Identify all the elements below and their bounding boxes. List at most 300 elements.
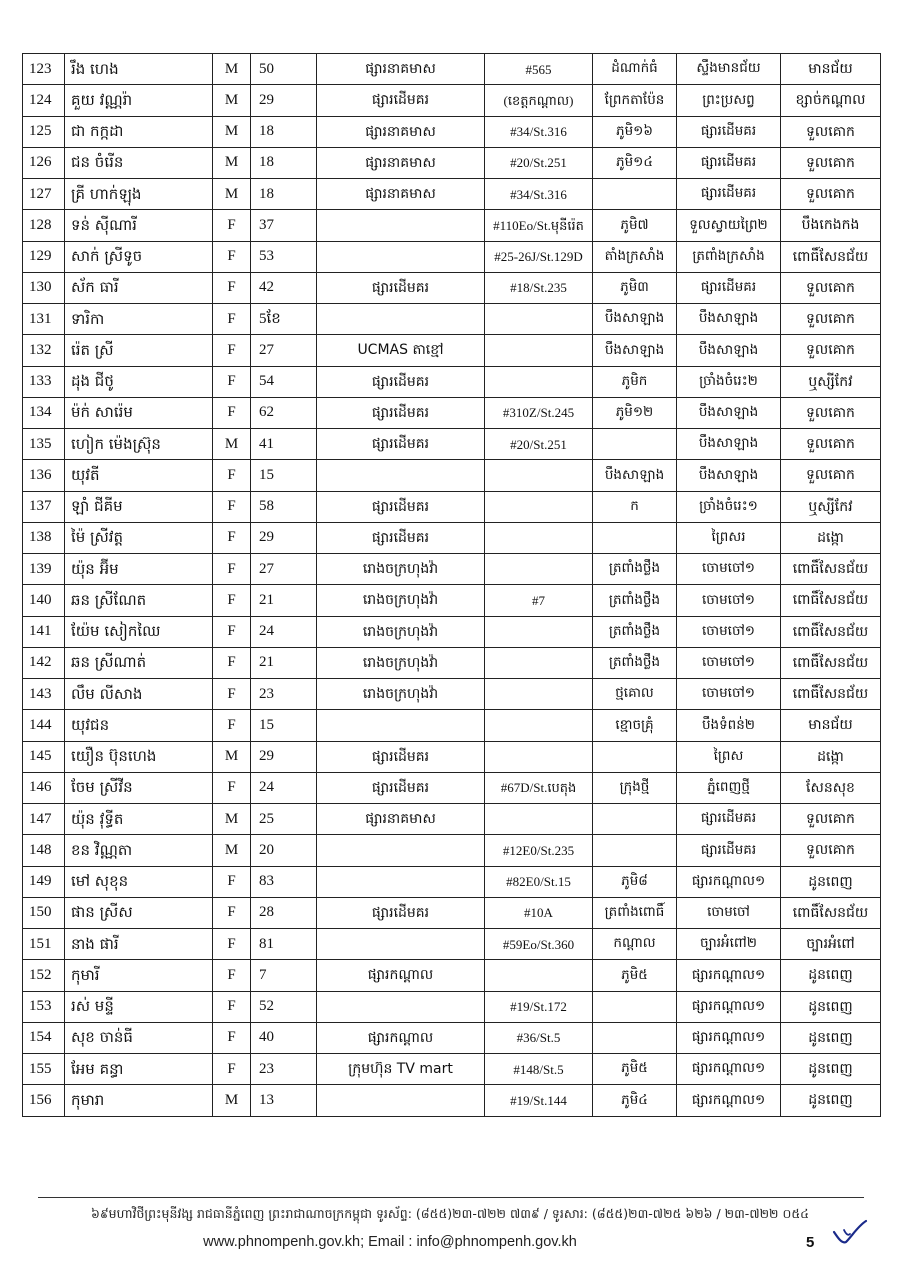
- village-cell: ថ្មគោល: [593, 679, 677, 710]
- table-row: [23, 929, 881, 960]
- village-cell: ដំណាក់ធំ: [593, 54, 677, 85]
- commune-cell: ផ្សារកណ្ដាល១: [677, 1085, 781, 1116]
- workplace-cell: ផ្សារនាគមាស: [317, 116, 485, 147]
- age-cell: 29: [251, 522, 317, 553]
- age-cell: 41: [251, 429, 317, 460]
- person-name-cell: មៅ សុខុន: [65, 866, 213, 897]
- workplace-cell: ផ្សារដើមគរ: [317, 429, 485, 460]
- footer-address: ៦៩មហាវិថីព្រះមុនីវង្ស រាជធានីភ្នំពេញ ព្រះរាជាណាចក្រកម្ពុជា ទូរស័ព្ទ: (៨៥៥)២៣-៧២២ ៧៣៩ / ទូរសារ: (៨៥៥)២៣-៧២៥ ៦២៦ / ២៣-៧២២ ០៥៤: [90, 1206, 810, 1221]
- person-name-cell: ចែម ស្រីវីន: [65, 772, 213, 803]
- village-cell: [593, 1022, 677, 1053]
- house-number-cell: #10A: [485, 897, 593, 928]
- age-cell: 21: [251, 585, 317, 616]
- handwritten-check-icon: [830, 1218, 870, 1248]
- sex-cell: F: [213, 866, 251, 897]
- workplace-cell: ផ្សារកណ្ដាល: [317, 960, 485, 991]
- age-cell: 53: [251, 241, 317, 272]
- patient-table-body: [23, 54, 881, 1117]
- village-cell: តាំងក្រសាំង: [593, 241, 677, 272]
- age-cell: 42: [251, 272, 317, 303]
- row-number-cell: 141: [23, 616, 65, 647]
- row-number-cell: 142: [23, 647, 65, 678]
- village-cell: [593, 835, 677, 866]
- person-name-cell: ទារិកា: [65, 304, 213, 335]
- age-cell: 7: [251, 960, 317, 991]
- district-cell: ទួលគោក: [781, 397, 881, 428]
- table-row: [23, 210, 881, 241]
- house-number-cell: [485, 647, 593, 678]
- sex-cell: F: [213, 272, 251, 303]
- commune-cell: ចោមចៅ១: [677, 647, 781, 678]
- person-name-cell: យ៉ុន វុទ្ធីត: [65, 804, 213, 835]
- district-cell: សែនសុខ: [781, 772, 881, 803]
- age-cell: 5ខែ: [251, 304, 317, 335]
- commune-cell: ចោមចៅ: [677, 897, 781, 928]
- person-name-cell: ដុង ជីថូ: [65, 366, 213, 397]
- sex-cell: F: [213, 897, 251, 928]
- row-number-cell: 124: [23, 85, 65, 116]
- age-cell: 24: [251, 616, 317, 647]
- house-number-cell: [485, 522, 593, 553]
- workplace-cell: ផ្សារនាគមាស: [317, 147, 485, 178]
- table-row: [23, 1022, 881, 1053]
- row-number-cell: 152: [23, 960, 65, 991]
- table-row: [23, 116, 881, 147]
- workplace-cell: រោងចក្រហុងវ៉ា: [317, 554, 485, 585]
- table-row: [23, 460, 881, 491]
- table-row: [23, 772, 881, 803]
- village-cell: [593, 804, 677, 835]
- sex-cell: M: [213, 741, 251, 772]
- sex-cell: F: [213, 522, 251, 553]
- person-name-cell: យុវតី: [65, 460, 213, 491]
- row-number-cell: 153: [23, 991, 65, 1022]
- workplace-cell: ផ្សារដើមគរ: [317, 741, 485, 772]
- house-number-cell: #310Z/St.245: [485, 397, 593, 428]
- age-cell: 54: [251, 366, 317, 397]
- district-cell: ទួលគោក: [781, 116, 881, 147]
- sex-cell: F: [213, 304, 251, 335]
- workplace-cell: ផ្សារដើមគរ: [317, 522, 485, 553]
- district-cell: ទួលគោក: [781, 804, 881, 835]
- village-cell: ភូមិ១២: [593, 397, 677, 428]
- sex-cell: F: [213, 366, 251, 397]
- village-cell: ត្រពាំងថ្លឹង: [593, 554, 677, 585]
- row-number-cell: 147: [23, 804, 65, 835]
- village-cell: ក្រុងថ្មី: [593, 772, 677, 803]
- workplace-cell: ផ្សារនាគមាស: [317, 54, 485, 85]
- village-cell: [593, 429, 677, 460]
- table-row: [23, 241, 881, 272]
- district-cell: ពោធិ៍សែនជ័យ: [781, 616, 881, 647]
- sex-cell: F: [213, 991, 251, 1022]
- sex-cell: M: [213, 85, 251, 116]
- age-cell: 29: [251, 741, 317, 772]
- commune-cell: ផ្សារដើមគរ: [677, 835, 781, 866]
- person-name-cell: ជន ចំរើន: [65, 147, 213, 178]
- row-number-cell: 133: [23, 366, 65, 397]
- row-number-cell: 149: [23, 866, 65, 897]
- sex-cell: F: [213, 210, 251, 241]
- workplace-cell: រោងចក្រហុងវ៉ា: [317, 679, 485, 710]
- workplace-cell: រោងចក្រហុងវ៉ា: [317, 585, 485, 616]
- workplace-cell: ផ្សារដើមគរ: [317, 897, 485, 928]
- district-cell: ដូនពេញ: [781, 1022, 881, 1053]
- person-name-cell: លឹម លីសាង: [65, 679, 213, 710]
- row-number-cell: 154: [23, 1022, 65, 1053]
- row-number-cell: 140: [23, 585, 65, 616]
- house-number-cell: #25-26J/St.129D: [485, 241, 593, 272]
- sex-cell: M: [213, 179, 251, 210]
- workplace-cell: ផ្សារនាគមាស: [317, 179, 485, 210]
- age-cell: 18: [251, 116, 317, 147]
- village-cell: ត្រពាំងថ្លឹង: [593, 647, 677, 678]
- village-cell: ខ្មោចគ្រុំ: [593, 710, 677, 741]
- house-number-cell: #19/St.172: [485, 991, 593, 1022]
- commune-cell: ទួលស្វាយព្រៃ២: [677, 210, 781, 241]
- table-row: [23, 960, 881, 991]
- sex-cell: F: [213, 960, 251, 991]
- age-cell: 50: [251, 54, 317, 85]
- row-number-cell: 148: [23, 835, 65, 866]
- district-cell: ឬស្សីកែវ: [781, 366, 881, 397]
- person-name-cell: ម៉ក់ សារ៉េម: [65, 397, 213, 428]
- table-row: [23, 991, 881, 1022]
- workplace-cell: [317, 991, 485, 1022]
- footer-divider: [38, 1197, 864, 1198]
- commune-cell: ច្រាំងចំរេះ១: [677, 491, 781, 522]
- workplace-cell: [317, 1085, 485, 1116]
- house-number-cell: #12E0/St.235: [485, 835, 593, 866]
- table-row: [23, 647, 881, 678]
- table-row: [23, 272, 881, 303]
- sex-cell: F: [213, 1054, 251, 1085]
- sex-cell: F: [213, 929, 251, 960]
- commune-cell: ច្បារអំពៅ២: [677, 929, 781, 960]
- commune-cell: ព្រះប្រសព្វ: [677, 85, 781, 116]
- workplace-cell: ក្រុមហ៊ុន TV mart: [317, 1054, 485, 1085]
- age-cell: 21: [251, 647, 317, 678]
- district-cell: ទួលគោក: [781, 335, 881, 366]
- person-name-cell: យុវជន: [65, 710, 213, 741]
- table-row: [23, 616, 881, 647]
- workplace-cell: [317, 241, 485, 272]
- house-number-cell: [485, 460, 593, 491]
- district-cell: ទួលគោក: [781, 429, 881, 460]
- house-number-cell: #20/St.251: [485, 429, 593, 460]
- district-cell: ពោធិ៍សែនជ័យ: [781, 554, 881, 585]
- commune-cell: បឹងសាឡាង: [677, 335, 781, 366]
- workplace-cell: [317, 210, 485, 241]
- age-cell: 81: [251, 929, 317, 960]
- row-number-cell: 131: [23, 304, 65, 335]
- district-cell: ឬស្សីកែវ: [781, 491, 881, 522]
- village-cell: កណ្ដាល: [593, 929, 677, 960]
- table-row: [23, 866, 881, 897]
- row-number-cell: 123: [23, 54, 65, 85]
- workplace-cell: [317, 460, 485, 491]
- age-cell: 29: [251, 85, 317, 116]
- village-cell: ត្រពាំងពោធិ៍: [593, 897, 677, 928]
- house-number-cell: #18/St.235: [485, 272, 593, 303]
- workplace-cell: ផ្សារដើមគរ: [317, 366, 485, 397]
- table-row: [23, 741, 881, 772]
- age-cell: 83: [251, 866, 317, 897]
- house-number-cell: #19/St.144: [485, 1085, 593, 1116]
- person-name-cell: យឿន ប៊ុនហេង: [65, 741, 213, 772]
- person-name-cell: ជា កក្កដា: [65, 116, 213, 147]
- age-cell: 52: [251, 991, 317, 1022]
- age-cell: 18: [251, 147, 317, 178]
- house-number-cell: #7: [485, 585, 593, 616]
- age-cell: 23: [251, 1054, 317, 1085]
- village-cell: ភូមិ៣: [593, 272, 677, 303]
- person-name-cell: នាង ផារី: [65, 929, 213, 960]
- commune-cell: ផ្សារដើមគរ: [677, 179, 781, 210]
- village-cell: [593, 179, 677, 210]
- village-cell: ត្រពាំងថ្លឹង: [593, 585, 677, 616]
- person-name-cell: ម៉ៃ ស្រីវត្ត: [65, 522, 213, 553]
- house-number-cell: [485, 335, 593, 366]
- district-cell: ដូនពេញ: [781, 1085, 881, 1116]
- person-name-cell: ហៀក ម៉េងស្រ៊ុន: [65, 429, 213, 460]
- house-number-cell: [485, 679, 593, 710]
- commune-cell: ផ្សារកណ្ដាល១: [677, 991, 781, 1022]
- village-cell: ភូមិ៧: [593, 210, 677, 241]
- row-number-cell: 146: [23, 772, 65, 803]
- age-cell: 20: [251, 835, 317, 866]
- house-number-cell: #148/St.5: [485, 1054, 593, 1085]
- person-name-cell: កុមារី: [65, 960, 213, 991]
- commune-cell: ផ្សារកណ្ដាល១: [677, 1022, 781, 1053]
- person-name-cell: ខន វិណ្ណតា: [65, 835, 213, 866]
- table-row: [23, 429, 881, 460]
- village-cell: ក: [593, 491, 677, 522]
- workplace-cell: ផ្សារកណ្ដាល: [317, 1022, 485, 1053]
- sex-cell: F: [213, 585, 251, 616]
- age-cell: 13: [251, 1085, 317, 1116]
- village-cell: [593, 991, 677, 1022]
- sex-cell: M: [213, 1085, 251, 1116]
- age-cell: 24: [251, 772, 317, 803]
- commune-cell: ផ្សារដើមគរ: [677, 116, 781, 147]
- village-cell: ភូមិ៤: [593, 1085, 677, 1116]
- footer-contact: www.phnompenh.gov.kh; Email : info@phnompenh.gov.kh: [203, 1234, 577, 1250]
- row-number-cell: 145: [23, 741, 65, 772]
- row-number-cell: 143: [23, 679, 65, 710]
- sex-cell: M: [213, 54, 251, 85]
- person-name-cell: ស័ក ធារី: [65, 272, 213, 303]
- village-cell: បឹងសាឡាង: [593, 335, 677, 366]
- district-cell: ពោធិ៍សែនជ័យ: [781, 241, 881, 272]
- village-cell: ភូមិ៥: [593, 1054, 677, 1085]
- row-number-cell: 138: [23, 522, 65, 553]
- workplace-cell: រោងចក្រហុងវ៉ា: [317, 647, 485, 678]
- commune-cell: បឹងទំពន់២: [677, 710, 781, 741]
- commune-cell: ចោមចៅ១: [677, 554, 781, 585]
- district-cell: ទួលគោក: [781, 304, 881, 335]
- house-number-cell: #59Eo/St.360: [485, 929, 593, 960]
- district-cell: ពោធិ៍សែនជ័យ: [781, 679, 881, 710]
- row-number-cell: 155: [23, 1054, 65, 1085]
- sex-cell: F: [213, 616, 251, 647]
- sex-cell: F: [213, 397, 251, 428]
- workplace-cell: រោងចក្រហុងវ៉ា: [317, 616, 485, 647]
- row-number-cell: 156: [23, 1085, 65, 1116]
- district-cell: ទួលគោក: [781, 147, 881, 178]
- workplace-cell: [317, 304, 485, 335]
- age-cell: 25: [251, 804, 317, 835]
- sex-cell: M: [213, 429, 251, 460]
- table-row: [23, 1054, 881, 1085]
- sex-cell: F: [213, 679, 251, 710]
- workplace-cell: [317, 835, 485, 866]
- page-number: 5: [806, 1234, 815, 1251]
- row-number-cell: 151: [23, 929, 65, 960]
- commune-cell: ផ្សារកណ្ដាល១: [677, 1054, 781, 1085]
- table-row: [23, 85, 881, 116]
- age-cell: 58: [251, 491, 317, 522]
- workplace-cell: [317, 929, 485, 960]
- row-number-cell: 130: [23, 272, 65, 303]
- house-number-cell: #36/St.5: [485, 1022, 593, 1053]
- district-cell: ដូនពេញ: [781, 960, 881, 991]
- workplace-cell: UCMAS តាខ្មៅ: [317, 335, 485, 366]
- person-name-cell: យ៉ុន អ៊ីម: [65, 554, 213, 585]
- table-row: [23, 147, 881, 178]
- house-number-cell: [485, 960, 593, 991]
- table-row: [23, 554, 881, 585]
- person-name-cell: ឡាំ ជីគីម: [65, 491, 213, 522]
- row-number-cell: 125: [23, 116, 65, 147]
- row-number-cell: 129: [23, 241, 65, 272]
- sex-cell: M: [213, 835, 251, 866]
- age-cell: 28: [251, 897, 317, 928]
- sex-cell: F: [213, 772, 251, 803]
- house-number-cell: #20/St.251: [485, 147, 593, 178]
- workplace-cell: ផ្សារដើមគរ: [317, 772, 485, 803]
- person-name-cell: គួយ វណ្ណរ៉ា: [65, 85, 213, 116]
- sex-cell: M: [213, 147, 251, 178]
- person-name-cell: សាក់ ស្រីទូច: [65, 241, 213, 272]
- village-cell: ភូមិ១៦: [593, 116, 677, 147]
- commune-cell: ភ្នំពេញថ្មី: [677, 772, 781, 803]
- age-cell: 27: [251, 554, 317, 585]
- workplace-cell: ផ្សារដើមគរ: [317, 272, 485, 303]
- table-row: [23, 897, 881, 928]
- commune-cell: បឹងសាឡាង: [677, 460, 781, 491]
- district-cell: មានជ័យ: [781, 54, 881, 85]
- house-number-cell: [485, 304, 593, 335]
- commune-cell: ចោមចៅ១: [677, 616, 781, 647]
- table-row: [23, 491, 881, 522]
- district-cell: ទួលគោក: [781, 460, 881, 491]
- village-cell: ភូមិក: [593, 366, 677, 397]
- district-cell: ដូនពេញ: [781, 1054, 881, 1085]
- commune-cell: ស្ទឹងមានជ័យ: [677, 54, 781, 85]
- district-cell: ទួលគោក: [781, 179, 881, 210]
- village-cell: ត្រពាំងថ្លឹង: [593, 616, 677, 647]
- row-number-cell: 126: [23, 147, 65, 178]
- person-name-cell: រ៉េត ស្រី: [65, 335, 213, 366]
- table-row: [23, 710, 881, 741]
- commune-cell: បឹងសាឡាង: [677, 397, 781, 428]
- district-cell: ដូនពេញ: [781, 991, 881, 1022]
- house-number-cell: #565: [485, 54, 593, 85]
- person-name-cell: អែម គន្ធា: [65, 1054, 213, 1085]
- commune-cell: ច្រាំងចំរេះ២: [677, 366, 781, 397]
- district-cell: ទួលគោក: [781, 835, 881, 866]
- commune-cell: ត្រពាំងក្រសាំង: [677, 241, 781, 272]
- house-number-cell: #34/St.316: [485, 179, 593, 210]
- age-cell: 15: [251, 710, 317, 741]
- table-row: [23, 585, 881, 616]
- village-cell: ភូមិ៥: [593, 960, 677, 991]
- house-number-cell: [485, 616, 593, 647]
- patient-table: [22, 53, 881, 1117]
- house-number-cell: [485, 710, 593, 741]
- table-row: [23, 397, 881, 428]
- house-number-cell: [485, 491, 593, 522]
- commune-cell: ចោមចៅ១: [677, 585, 781, 616]
- table-row: [23, 304, 881, 335]
- district-cell: ពោធិ៍សែនជ័យ: [781, 585, 881, 616]
- person-name-cell: សុខ ចាន់ធី: [65, 1022, 213, 1053]
- house-number-cell: [485, 554, 593, 585]
- row-number-cell: 135: [23, 429, 65, 460]
- house-number-cell: [485, 804, 593, 835]
- row-number-cell: 136: [23, 460, 65, 491]
- table-row: [23, 54, 881, 85]
- table-row: [23, 1085, 881, 1116]
- row-number-cell: 139: [23, 554, 65, 585]
- house-number-cell: [485, 741, 593, 772]
- commune-cell: ព្រៃស: [677, 741, 781, 772]
- district-cell: ដង្កោ: [781, 741, 881, 772]
- district-cell: បឹងកេងកង: [781, 210, 881, 241]
- village-cell: ភូមិ១៤: [593, 147, 677, 178]
- age-cell: 15: [251, 460, 317, 491]
- person-name-cell: ទន់ ស៊ីណារី: [65, 210, 213, 241]
- workplace-cell: [317, 866, 485, 897]
- commune-cell: ផ្សារដើមគរ: [677, 147, 781, 178]
- commune-cell: ផ្សារកណ្ដាល១: [677, 960, 781, 991]
- workplace-cell: ផ្សារដើមគរ: [317, 397, 485, 428]
- district-cell: ទួលគោក: [781, 272, 881, 303]
- row-number-cell: 128: [23, 210, 65, 241]
- workplace-cell: [317, 710, 485, 741]
- sex-cell: F: [213, 647, 251, 678]
- age-cell: 27: [251, 335, 317, 366]
- row-number-cell: 132: [23, 335, 65, 366]
- age-cell: 23: [251, 679, 317, 710]
- district-cell: ពោធិ៍សែនជ័យ: [781, 647, 881, 678]
- district-cell: មានជ័យ: [781, 710, 881, 741]
- district-cell: ច្បារអំពៅ: [781, 929, 881, 960]
- commune-cell: ព្រៃសរ: [677, 522, 781, 553]
- row-number-cell: 150: [23, 897, 65, 928]
- workplace-cell: ផ្សារដើមគរ: [317, 85, 485, 116]
- sex-cell: F: [213, 491, 251, 522]
- village-cell: [593, 741, 677, 772]
- sex-cell: M: [213, 804, 251, 835]
- commune-cell: ផ្សារដើមគរ: [677, 272, 781, 303]
- row-number-cell: 127: [23, 179, 65, 210]
- district-cell: ខ្សាច់កណ្ដាល: [781, 85, 881, 116]
- commune-cell: ចោមចៅ១: [677, 679, 781, 710]
- row-number-cell: 144: [23, 710, 65, 741]
- commune-cell: ផ្សារដើមគរ: [677, 804, 781, 835]
